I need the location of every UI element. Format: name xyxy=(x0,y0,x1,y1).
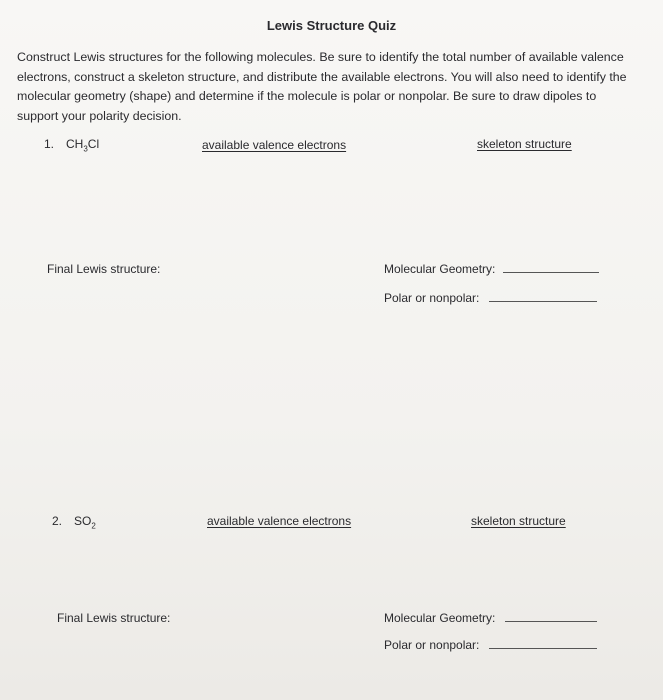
question-2-geometry-row xyxy=(384,611,597,625)
question-2-polarity-label: Polar or nonpolar: xyxy=(384,638,480,652)
question-1-polarity-label: Polar or nonpolar: xyxy=(384,291,480,305)
question-2-geometry-label: Molecular Geometry: xyxy=(384,611,496,625)
question-2-polarity-row xyxy=(384,638,597,652)
question-2-valence-label: available valence electrons xyxy=(207,514,352,528)
question-2-formula: $SO_2$ xyxy=(74,514,96,531)
question-2-skeleton-label: skeleton structure xyxy=(471,514,566,528)
question-1-number: 1. xyxy=(44,137,55,151)
question-1-label xyxy=(44,137,99,153)
question-2-polarity-blank[interactable] xyxy=(489,647,597,649)
question-1-valence-label: available valence electrons xyxy=(202,138,347,152)
question-1-geometry-blank[interactable] xyxy=(503,271,599,273)
question-1-skeleton-label: skeleton structure xyxy=(477,137,572,151)
question-1-geometry-row xyxy=(384,262,599,276)
question-2-number: 2. xyxy=(52,514,63,528)
question-1-polarity-row xyxy=(384,291,597,305)
page-title: Lewis Structure Quiz xyxy=(266,18,397,33)
question-1-polarity-blank[interactable] xyxy=(489,300,597,302)
question-1-final-label: Final Lewis structure: xyxy=(47,262,161,276)
question-1-geometry-label: Molecular Geometry: xyxy=(384,262,496,276)
instructions-paragraph: Construct Lewis structures for the following molecules. Be sure to identify the total number of available valence electrons, construct a skeleton structure, and distribute the available electrons. You will also need to identify the molecular geometry (shape) and determine if the molecule is polar or nonpolar. Be sure to draw dipoles to support your polarity decision. xyxy=(17,50,627,123)
question-2-label xyxy=(52,514,96,530)
question-2-final-label: Final Lewis structure: xyxy=(57,611,171,625)
question-2-geometry-blank[interactable] xyxy=(505,620,597,622)
question-1-formula: $CH_3Cl$ xyxy=(66,137,100,154)
